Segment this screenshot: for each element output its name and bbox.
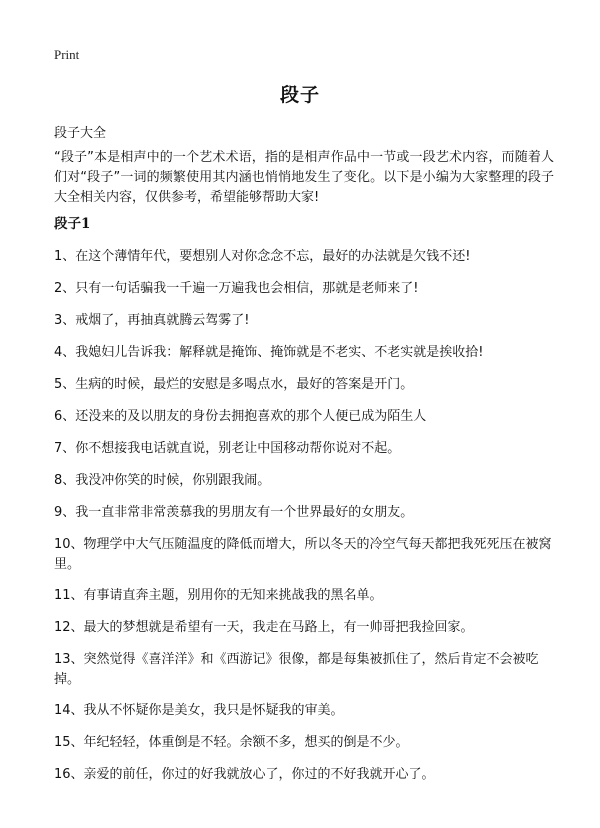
list-item: 6、还没来的及以朋友的身份去拥抱喜欢的那个人便已成为陌生人	[54, 409, 427, 424]
list-item: 14、我从不怀疑你是美女，我只是怀疑我的审美。	[54, 703, 344, 718]
list-item: 5、生病的时候，最烂的安慰是多喝点水，最好的答案是开门。	[54, 377, 414, 392]
intro-paragraph: “段子”本是相声中的一个艺术术语，指的是相声作品中一节或一段艺术内容，而随着人们对“段子”一词的频繁使用其内涵也悄悄地发生了变化。以下是小编为大家整理的段子大全相关内容，仅供参考，希望能够帮助大家!	[54, 150, 554, 205]
list-item: 10、物理学中大气压随温度的降低而增大，所以冬天的冷空气每天都把我死死压在被窝里。	[54, 537, 552, 572]
print-link[interactable]: Print	[54, 47, 80, 62]
joke-list	[54, 247, 554, 797]
list-item: 12、最大的梦想就是希望有一天，我走在马路上，有一帅哥把我捡回家。	[54, 620, 474, 635]
list-item: 1、在这个薄情年代，要想别人对你念念不忘，最好的办法就是欠钱不还!	[54, 249, 471, 264]
list-item: 13、突然觉得《喜洋洋》和《西游记》很像，都是每集被抓住了，然后肯定不会被吃掉。	[54, 652, 539, 687]
list-item: 8、我没冲你笑的时候，你别跟我闹。	[54, 473, 271, 488]
list-item: 4、我媳妇儿告诉我：解释就是掩饰、掩饰就是不老实、不老实就是挨收拾!	[54, 345, 484, 360]
list-item: 7、你不想接我电话就直说，别老让中国移动帮你说对不起。	[54, 441, 401, 456]
list-item: 11、有事请直奔主题，别用你的无知来挑战我的黑名单。	[54, 588, 383, 603]
section-heading: 段子1	[54, 216, 91, 232]
list-item: 15、年纪轻轻，体重倒是不轻。余额不多，想买的倒是不少。	[54, 735, 409, 750]
list-item: 2、只有一句话骗我一千遍一万遍我也会相信，那就是老师来了!	[54, 281, 419, 296]
page-subtitle: 段子大全	[54, 126, 107, 141]
list-item: 9、我一直非常非常羡慕我的男朋友有一个世界最好的女朋友。	[54, 505, 414, 520]
list-item: 3、戒烟了，再抽真就腾云驾雾了!	[54, 313, 250, 328]
page-title: 段子	[279, 84, 320, 106]
list-item: 16、亲爱的前任，你过的好我就放心了，你过的不好我就开心了。	[54, 767, 435, 782]
